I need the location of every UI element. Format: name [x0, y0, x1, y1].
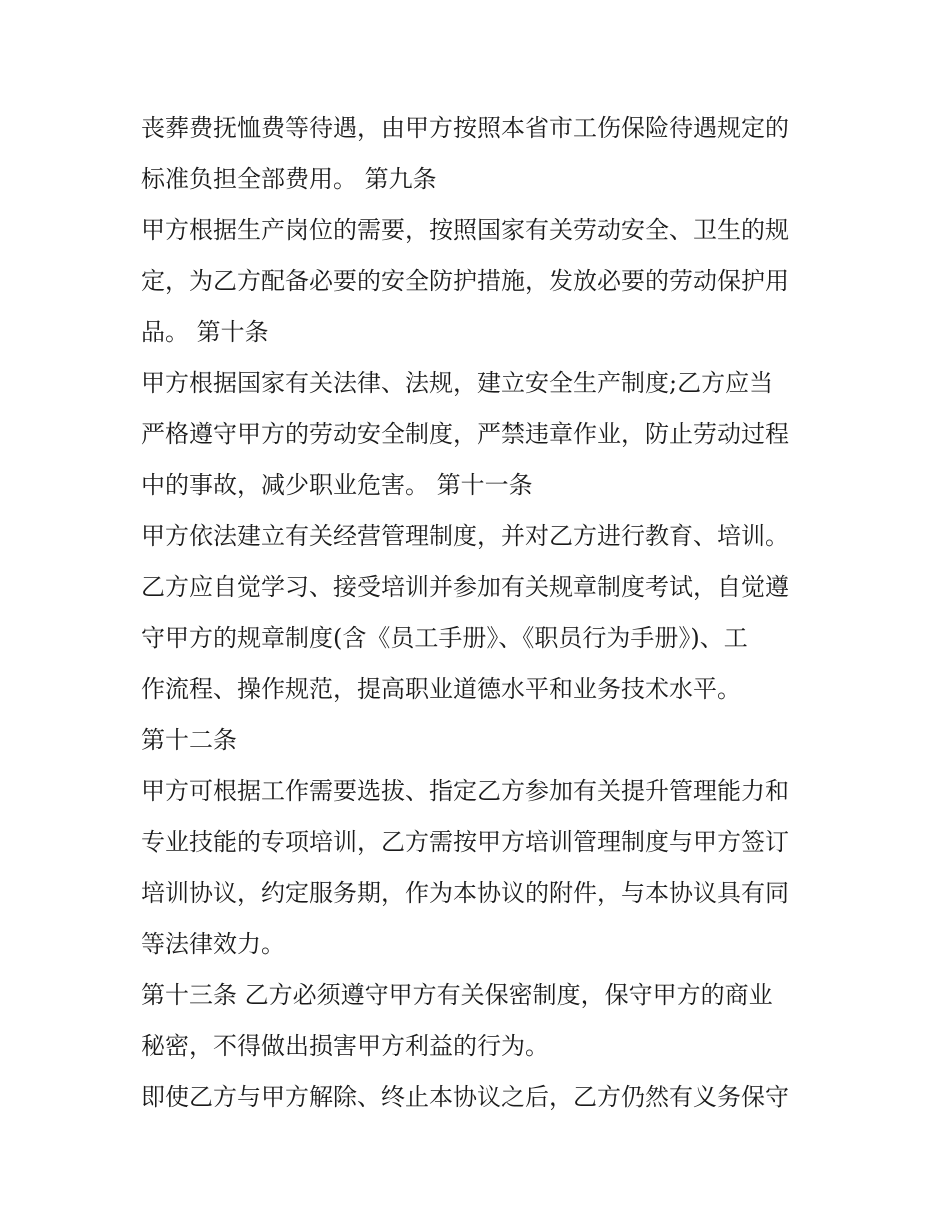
text-line: 甲方依法建立有关经营管理制度，并对乙方进行教育、培训。: [141, 522, 789, 550]
text-line: 甲方根据生产岗位的需要，按照国家有关劳动安全、卫生的规: [141, 216, 789, 244]
text-line: 严格遵守甲方的劳动安全制度，严禁违章作业，防止劳动过程: [141, 420, 789, 448]
text-line: 专业技能的专项培训，乙方需按甲方培训管理制度与甲方签订: [141, 828, 789, 856]
text-line: 中的事故，减少职业危害。 第十一条: [141, 471, 533, 499]
text-line: 守甲方的规章制度(含《员工手册》、《职员行为手册》)、工: [141, 624, 748, 652]
text-line: 乙方应自觉学习、接受培训并参加有关规章制度考试，自觉遵: [141, 573, 789, 601]
document-body: [141, 103, 821, 1123]
text-line: 作流程、操作规范，提高职业道德水平和业务技术水平。: [141, 675, 741, 703]
text-line: 培训协议，约定服务期，作为本协议的附件，与本协议具有同: [141, 879, 789, 907]
text-line: 丧葬费抚恤费等待遇，由甲方按照本省市工伤保险待遇规定的: [141, 114, 789, 142]
text-line: 甲方可根据工作需要选拔、指定乙方参加有关提升管理能力和: [141, 777, 789, 805]
text-line: 即使乙方与甲方解除、终止本协议之后，乙方仍然有义务保守: [141, 1083, 789, 1111]
text-line: 定，为乙方配备必要的安全防护措施，发放必要的劳动保护用: [141, 267, 789, 295]
text-line: 秘密，不得做出损害甲方利益的行为。: [141, 1032, 549, 1060]
text-line: 第十三条 乙方必须遵守甲方有关保密制度，保守甲方的商业: [141, 981, 773, 1009]
text-line: 甲方根据国家有关法律、法规，建立安全生产制度;乙方应当: [141, 369, 774, 397]
text-line: 第十二条: [141, 726, 237, 754]
text-line: 标准负担全部费用。 第九条: [141, 165, 437, 193]
text-line: 等法律效力。: [141, 930, 285, 958]
text-line: 品。 第十条: [141, 318, 269, 346]
